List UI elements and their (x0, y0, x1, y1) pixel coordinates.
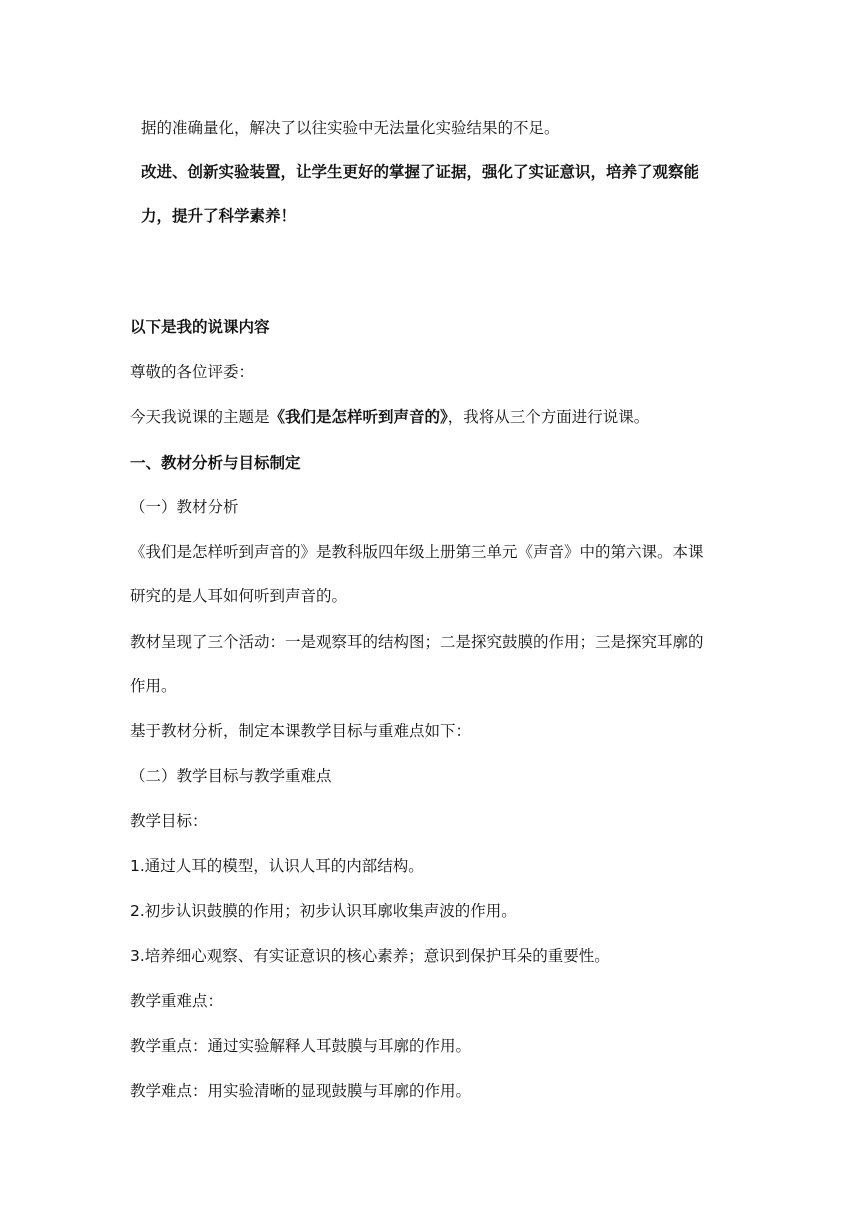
paragraph-line: 作用。 (130, 677, 177, 695)
paragraph-line: 研究的是人耳如何听到声音的。 (130, 587, 348, 605)
goal-item: 3.培养细心观察、有实证意识的核心素养；意识到保护耳朵的重要性。 (130, 947, 610, 965)
topic-title: 《我们是怎样听到声音的》 (269, 408, 448, 426)
section-heading: 一、教材分析与目标制定 (130, 454, 301, 472)
goal-item: 1.通过人耳的模型，认识人耳的内部结构。 (130, 857, 424, 875)
greeting: 尊敬的各位评委： (130, 363, 255, 381)
topic-prefix: 今天我说课的主题是 (130, 408, 270, 426)
paragraph-line: 据的准确量化，解决了以往实验中无法量化实验结果的不足。 (141, 119, 560, 137)
key-point: 教学重点：通过实验解释人耳鼓膜与耳廓的作用。 (130, 1037, 472, 1055)
paragraph-line: 《我们是怎样听到声音的》是教科版四年级上册第三单元《声音》中的第六课。本课 (130, 543, 704, 561)
intro-heading: 以下是我的说课内容 (130, 318, 270, 336)
difficult-point: 教学难点：用实验清晰的显现鼓膜与耳廓的作用。 (130, 1082, 472, 1100)
subsection-heading: （二）教学目标与教学重难点 (130, 767, 332, 785)
topic-line (130, 406, 649, 428)
highlight-line: 改进、创新实验装置，让学生更好的掌握了证据，强化了实证意识，培养了观察能 (141, 163, 700, 181)
goals-label: 教学目标： (130, 812, 208, 830)
paragraph-line: 教材呈现了三个活动：一是观察耳的结构图；二是探究鼓膜的作用；三是探究耳廓的 (130, 633, 704, 651)
paragraph-line: 基于教材分析，制定本课教学目标与重难点如下： (130, 722, 472, 740)
goal-item: 2.初步认识鼓膜的作用；初步认识耳廓收集声波的作用。 (130, 902, 517, 920)
subsection-heading: （一）教材分析 (130, 498, 239, 516)
highlight-line: 力，提升了科学素养！ (141, 207, 297, 225)
topic-suffix: ，我将从三个方面进行说课。 (447, 408, 650, 426)
key-label: 教学重难点： (130, 992, 224, 1010)
